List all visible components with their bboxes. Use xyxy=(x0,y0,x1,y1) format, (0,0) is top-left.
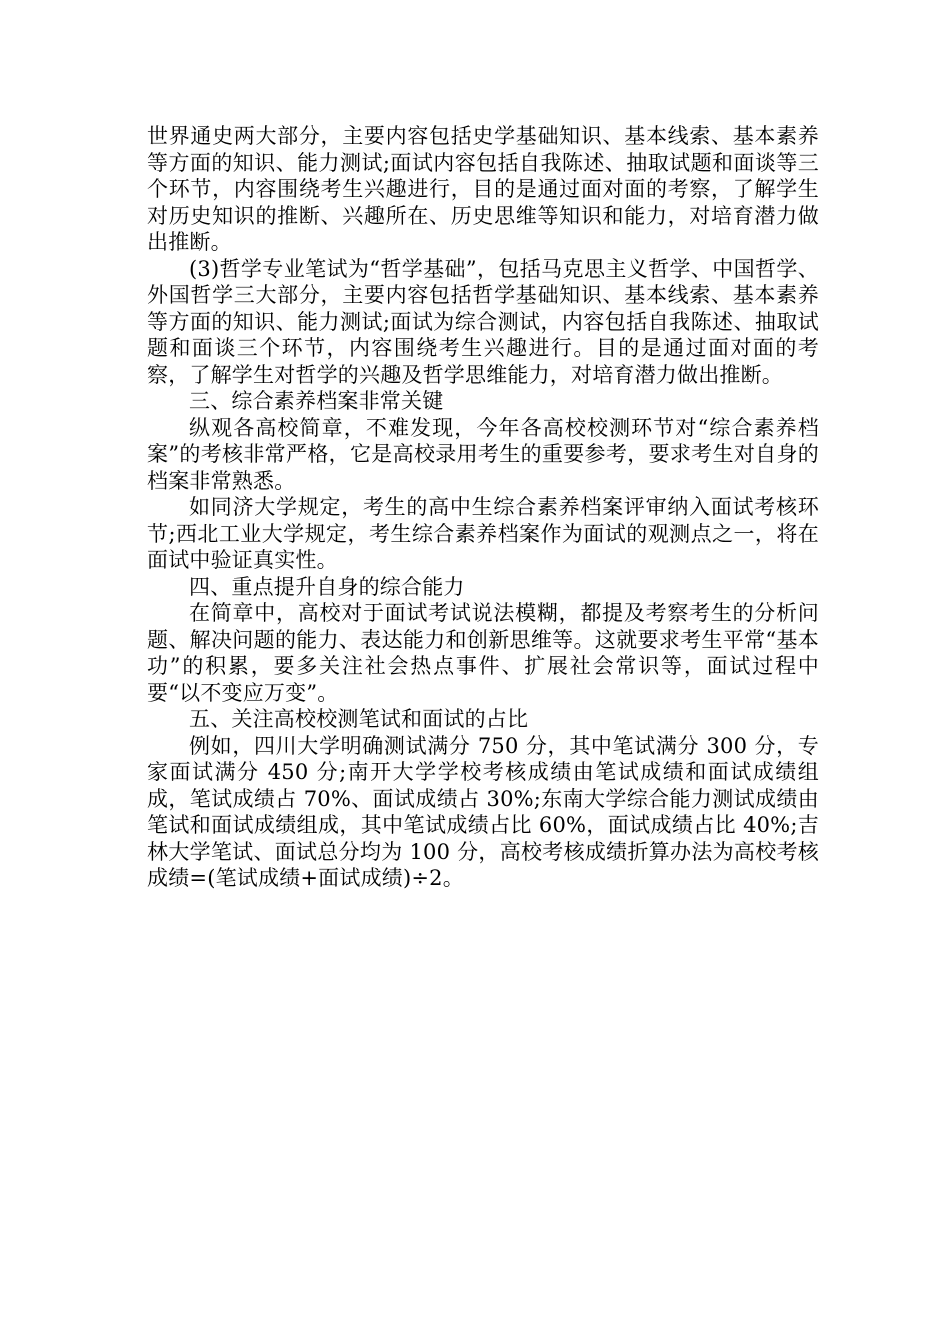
paragraph-ability: 在简章中，高校对于面试考试说法模糊，都提及考察考生的分析问题、解决问题的能力、表达能力和创新思维等。这就要求考生平常“基本功”的积累，要多关注社会热点事件、扩展社会常识等，面试过程中要“以不变应万变”。 xyxy=(147,601,819,705)
paragraph-philosophy-exam: (3)哲学专业笔试为“哲学基础”，包括马克思主义哲学、中国哲学、外国哲学三大部分，主要内容包括哲学基础知识、基本线索、基本素养等方面的知识、能力测试;面试为综合测试，内容包括自我陈述、抽取试题和面谈三个环节，内容围绕考生兴趣进行。目的是通过面对面的考察，了解学生对哲学的兴趣及哲学思维能力，对培育潜力做出推断。 xyxy=(147,256,819,387)
section-heading-3: 三、综合素养档案非常关键 xyxy=(189,389,444,413)
paragraph-history-exam: 世界通史两大部分，主要内容包括史学基础知识、基本线索、基本素养等方面的知识、能力测试;面试内容包括自我陈述、抽取试题和面谈等三个环节，内容围绕考生兴趣进行，目的是通过面对面的考察，了解学生对历史知识的推断、兴趣所在、历史思维等知识和能力，对培育潜力做出推断。 xyxy=(147,124,819,254)
section-heading-5: 五、关注高校校测笔试和面试的占比 xyxy=(189,707,529,731)
section-heading-4: 四、重点提升自身的综合能力 xyxy=(189,574,465,599)
document-body xyxy=(147,123,819,892)
paragraph-archive-overview: 纵观各高校简章，不难发现，今年各高校校测环节对“综合素养档案”的考核非常严格，它是高校录用考生的重要参考，要求考生对自身的档案非常熟悉。 xyxy=(147,415,819,493)
paragraph-score-ratio: 例如，四川大学明确测试满分 750 分，其中笔试满分 300 分，专家面试满分 450 分;南开大学学校考核成绩由笔试成绩和面试成绩组成，笔试成绩占 70%、面试成绩占 30%;东南大学综合能力测试成绩由笔试和面试成绩组成，其中笔试成绩占比 60%，面试成绩占比 40%;吉林大学笔试、面试总分均为 100 分，高校考核成绩折算办法为高校考核成绩=(笔试成绩+面试成绩)÷2。 xyxy=(147,733,819,890)
paragraph-archive-examples: 如同济大学规定，考生的高中生综合素养档案评审纳入面试考核环节;西北工业大学规定，考生综合素养档案作为面试的观测点之一，将在面试中验证真实性。 xyxy=(147,495,819,572)
